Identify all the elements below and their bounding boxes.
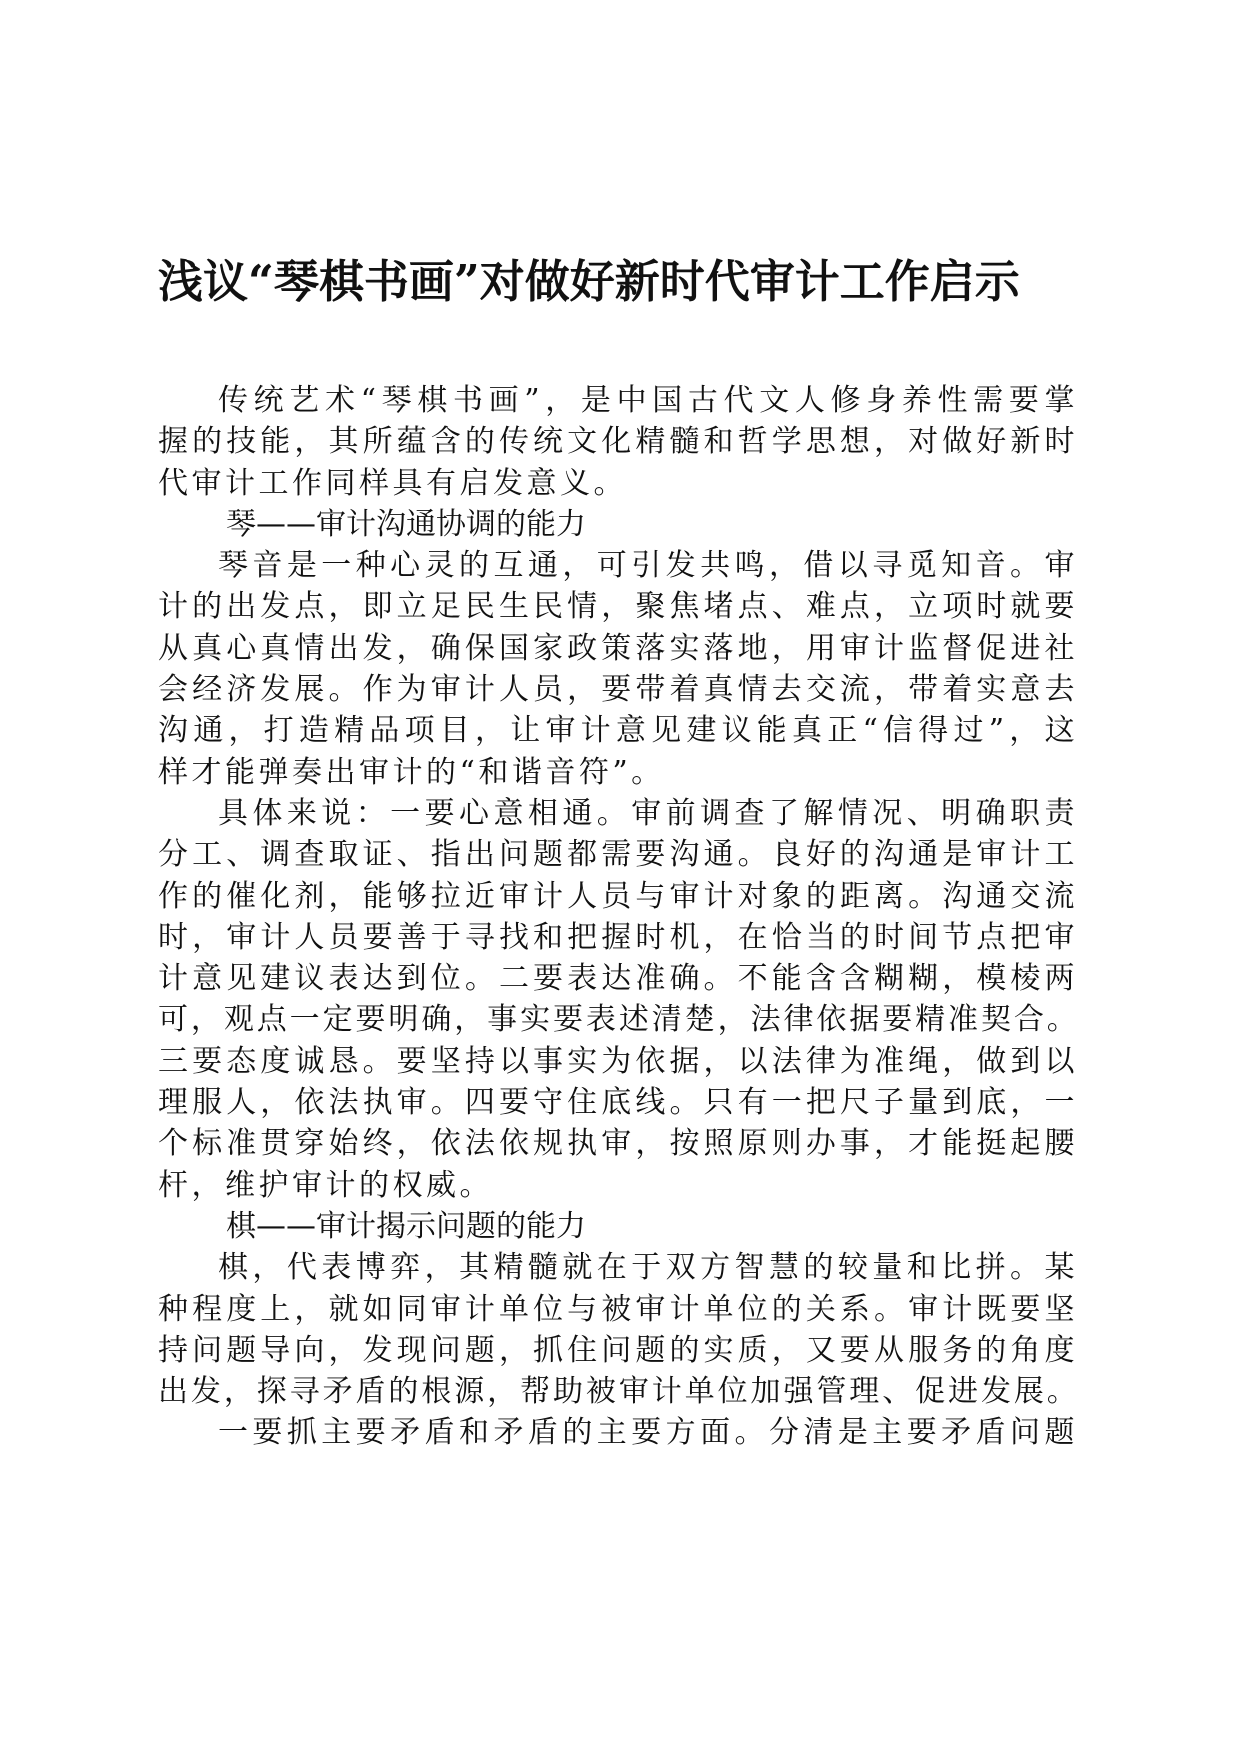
qi-p1-line-2: 种程度上，就如同审计单位与被审计单位的关系。审计既要坚 [158, 1291, 1078, 1327]
qin-p1-line-2: 计的出发点，即立足民生民情，聚焦堵点、难点，立项时就要 [158, 589, 1078, 625]
intro-line-2: 握的技能，其所蕴含的传统文化精髓和哲学思想，对做好新时 [158, 424, 1078, 460]
qi-p1-line-1: 棋，代表博弈，其精髓就在于双方智慧的较量和比拼。某 [218, 1250, 1078, 1286]
qin-p1-line-3: 从真心真情出发，确保国家政策落实落地，用审计监督促进社 [158, 630, 1078, 666]
qin-p1-line-6: 样才能弹奏出审计的“和谐音符”。 [158, 754, 665, 790]
qin-p2-line-4: 时，审计人员要善于寻找和把握时机，在恰当的时间节点把审 [158, 919, 1078, 955]
qi-p2-line-1: 一要抓主要矛盾和矛盾的主要方面。分清是主要矛盾问题 [218, 1415, 1078, 1451]
qin-p2-line-2: 分工、调查取证、指出问题都需要沟通。良好的沟通是审计工 [158, 837, 1078, 873]
qin-p2-line-9: 个标准贯穿始终，依法依规执审，按照原则办事，才能挺起腰 [158, 1126, 1078, 1162]
qin-p2-line-1: 具体来说：一要心意相通。审前调查了解情况、明确职责 [218, 795, 1078, 831]
document-body [158, 380, 1078, 1454]
qin-p1-line-5: 沟通，打造精品项目，让审计意见建议能真正“信得过”，这 [158, 713, 1078, 749]
document-title: 浅议“琴棋书画”对做好新时代审计工作启示 [158, 255, 1020, 308]
qin-p2-line-3: 作的催化剂，能够拉近审计人员与审计对象的距离。沟通交流 [158, 878, 1078, 914]
qin-p1-line-4: 会经济发展。作为审计人员，要带着真情去交流，带着实意去 [158, 672, 1078, 708]
qin-p2-line-5: 计意见建议表达到位。二要表达准确。不能含含糊糊，模棱两 [158, 961, 1078, 997]
qin-p2-line-7: 三要态度诚恳。要坚持以事实为依据，以法律为准绳，做到以 [158, 1043, 1078, 1079]
section-heading-qi: 棋——审计揭示问题的能力 [226, 1208, 586, 1244]
qin-p2-line-10: 杆，维护审计的权威。 [158, 1167, 493, 1203]
qin-p2-line-6: 可，观点一定要明确，事实要表述清楚，法律依据要精准契合。 [158, 1002, 1078, 1038]
intro-line-3: 代审计工作同样具有启发意义。 [158, 465, 627, 501]
intro-line-1: 传统艺术“琴棋书画”，是中国古代文人修身养性需要掌 [218, 383, 1078, 418]
qi-p1-line-3: 持问题导向，发现问题，抓住问题的实质，又要从服务的角度 [158, 1332, 1078, 1368]
qin-p1-line-1: 琴音是一种心灵的互通，可引发共鸣，借以寻觅知音。审 [218, 548, 1078, 584]
section-heading-qin: 琴——审计沟通协调的能力 [226, 506, 586, 542]
qi-p1-line-4: 出发，探寻矛盾的根源，帮助被审计单位加强管理、促进发展。 [158, 1374, 1078, 1410]
qin-p2-line-8: 理服人，依法执审。四要守住底线。只有一把尺子量到底，一 [158, 1085, 1078, 1121]
